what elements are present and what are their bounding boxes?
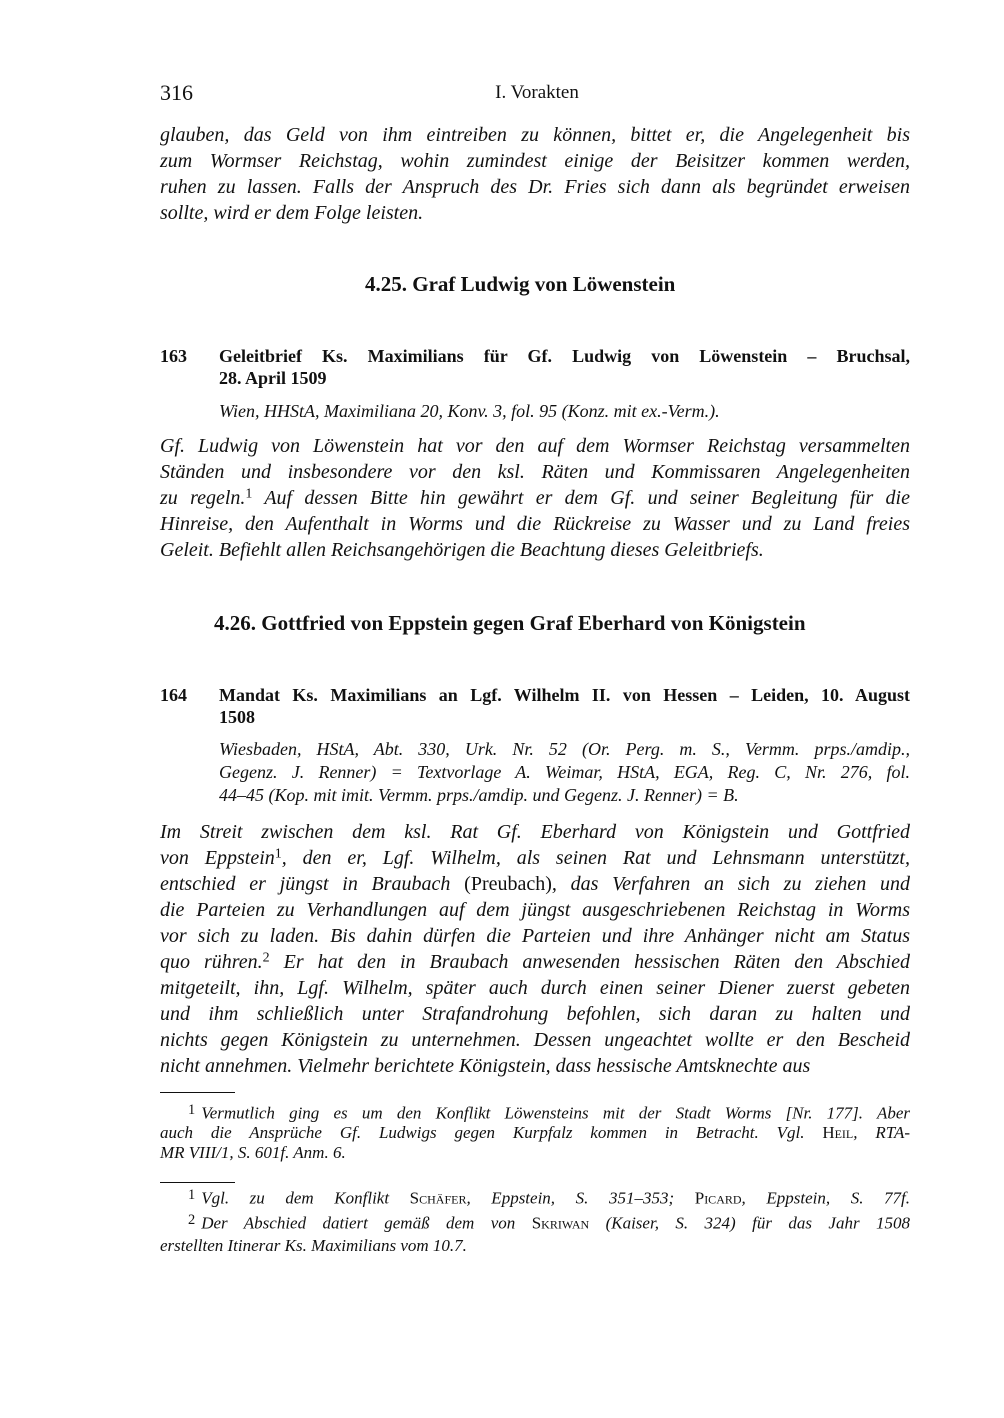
footnotes-text [160, 1100, 910, 1163]
text-line [160, 1235, 910, 1257]
text-segment: Der Abschied datiert gemäß dem von [201, 1213, 532, 1233]
text-segment: Auf dessen Bitte hin gewährt er dem Gf. und seiner Begleitung für die [252, 487, 910, 509]
running-title: I. Vorakten [495, 82, 579, 103]
text-line [160, 1100, 910, 1123]
footnote-rule [160, 1092, 235, 1093]
text-segment: sollte, wird er dem Folge leisten. [160, 202, 424, 224]
text-segment: vor sich zu laden. Bis dahin dürfen die Parteien und ihre Anhänger nicht am Status [160, 925, 910, 947]
page-number: 316 [160, 80, 193, 105]
text-line [160, 537, 910, 563]
footnote-marker: 1 [274, 846, 282, 862]
footnote-marker: 1 [188, 1187, 196, 1203]
text-line [160, 485, 910, 511]
text-line [160, 819, 910, 845]
text-segment: MR VIII/1, S. 601f. Anm. 6. [160, 1143, 346, 1163]
entry-164-source [219, 738, 910, 807]
text-segment: von Eppstein [160, 847, 275, 869]
text-segment: Wien, HHStA, Maximiliana 20, Konv. 3, fol. 95 (Konz. mit ex.-Verm.). [219, 401, 720, 421]
text-segment: , das Verfahren an sich zu ziehen und [551, 873, 910, 895]
text-segment: mitgeteilt, ihn, Lgf. Wilhelm, später auch durch einen seiner Diener zuerst gebeten [160, 977, 910, 999]
text-line [160, 459, 910, 485]
text-segment: ruhen zu lassen. Falls der Anspruch des Dr. Fries sich dann als begründet erweisen [160, 176, 910, 198]
entry-title-line: 28. April 1509 [219, 368, 327, 388]
text-line [219, 784, 910, 807]
paragraph-continued [160, 122, 910, 226]
styled-text: Schäfer [409, 1188, 467, 1208]
entry-163-summary [160, 433, 910, 563]
text-segment: Hinreise, den Aufenthalt in Worms und die Rückreise zu Wasser und zu Land freies [160, 513, 910, 535]
text-line [160, 897, 910, 923]
section-heading-4-26: 4.26. Gottfried von Eppstein gegen Graf Eberhard von Königstein [214, 611, 806, 635]
text-segment: , Eppstein, S. 351–353; [466, 1188, 695, 1208]
footnote-marker: 1 [188, 1102, 196, 1118]
text-line [160, 148, 910, 174]
text-line [219, 400, 910, 423]
text-segment: zum Wormser Reichstag, wohin zumindest einige der Beisitzer kommen werden, [160, 150, 910, 172]
text-line [160, 975, 910, 1001]
text-segment: entschied er jüngst in Braubach [160, 873, 465, 895]
text-line [160, 1053, 910, 1079]
styled-text: Heil [822, 1123, 854, 1143]
text-line [160, 122, 910, 148]
entry-title-line: 1508 [219, 707, 255, 727]
text-line [160, 511, 910, 537]
entry-title-line: Mandat Ks. Maximilians an Lgf. Wilhelm II. von Hessen – Leiden, 10. August [219, 685, 910, 705]
text-segment: Wiesbaden, HStA, Abt. 330, Urk. Nr. 52 (Or. Perg. m. S., Vermm. prps./amdip., [219, 739, 910, 759]
entry-title-line: Geleitbrief Ks. Maximilians für Gf. Ludwig von Löwenstein – Bruchsal, [219, 346, 910, 366]
text-segment: zu regeln. [160, 487, 246, 509]
text-segment: , RTA- [853, 1123, 910, 1143]
footnote-rule [160, 1182, 235, 1183]
text-segment: glauben, das Geld von ihm eintreiben zu können, bittet er, die Angelegenheit bis [160, 124, 910, 146]
footnotes-apparatus [160, 1184, 910, 1257]
text-segment: die Parteien zu Verhandlungen auf dem jüngst ausgeschriebenen Reichstag in Worms [160, 899, 910, 921]
text-line [160, 1123, 910, 1143]
entry-163-source [219, 400, 910, 423]
section-heading-4-25: 4.25. Graf Ludwig von Löwenstein [365, 272, 676, 296]
styled-text: Picard [694, 1188, 742, 1208]
text-segment: Vgl. zu dem Konflikt [201, 1188, 410, 1208]
footnote-marker: 2 [262, 950, 270, 966]
text-segment: quo rühren. [160, 951, 263, 973]
text-line [160, 871, 910, 897]
text-segment: Ständen und insbesondere vor den ksl. Räten und Kommissaren Angelegenheiten [160, 461, 910, 483]
text-line [160, 174, 910, 200]
text-line [160, 1001, 910, 1027]
text-line [160, 949, 910, 975]
text-segment: 44–45 (Kop. mit imit. Vermm. prps./amdip. und Gegenz. J. Renner) = B. [219, 785, 739, 805]
text-segment: Er hat den in Braubach anwesenden hessischen Räten den Abschied [269, 951, 910, 973]
text-segment: , Eppstein, S. 77f. [741, 1188, 911, 1208]
text-line [160, 1209, 910, 1234]
text-segment: Geleit. Befiehlt allen Reichsangehörigen die Beachtung dieses Geleitbriefs. [160, 539, 764, 561]
text-segment: (Kaiser, S. 324) für das Jahr 1508 [589, 1213, 910, 1233]
entry-number: 163 [160, 346, 187, 366]
text-line [160, 1027, 910, 1053]
text-segment: nicht annehmen. Vielmehr berichtete Königstein, dass hessische Amtsknechte aus [160, 1055, 811, 1077]
styled-text: Skriwan [531, 1213, 590, 1233]
footnote-marker: 2 [188, 1212, 196, 1229]
text-segment: erstellten Itinerar Ks. Maximilians vom 10.7. [160, 1235, 467, 1255]
text-line [160, 433, 910, 459]
text-segment: Im Streit zwischen dem ksl. Rat Gf. Eberhard von Königstein und Gottfried [160, 821, 910, 843]
text-line [160, 1143, 910, 1163]
text-line [160, 923, 910, 949]
entry-164-summary [160, 819, 910, 1079]
text-line [160, 1184, 910, 1209]
text-line [160, 200, 910, 226]
text-line [219, 761, 910, 784]
text-segment: Vermutlich ging es um den Konflikt Löwensteins mit der Stadt Worms [Nr. 177]. Aber [201, 1103, 910, 1123]
text-line [160, 845, 910, 871]
text-segment: , den er, Lgf. Wilhelm, als seinen Rat und Lehnsmann unterstützt, [281, 847, 910, 869]
text-segment: nichts gegen Königstein zu unternehmen. Dessen ungeachtet wollte er den Bescheid [160, 1029, 910, 1051]
text-segment: Gegenz. J. Renner) = Textvorlage A. Weimar, HStA, EGA, Reg. C, Nr. 276, fol. [219, 762, 910, 782]
text-segment: Gf. Ludwig von Löwenstein hat vor den auf dem Wormser Reichstag versammelten [160, 435, 910, 457]
text-segment: und ihm schließlich unter Strafandrohung befohlen, sich daran zu halten und [160, 1003, 910, 1025]
entry-number: 164 [160, 685, 187, 705]
styled-text: (Preubach) [464, 873, 552, 895]
text-segment: auch die Ansprüche Gf. Ludwigs gegen Kurpfalz kommen in Betracht. Vgl. [160, 1123, 823, 1143]
text-line [219, 738, 910, 761]
footnote-marker: 1 [245, 486, 253, 502]
